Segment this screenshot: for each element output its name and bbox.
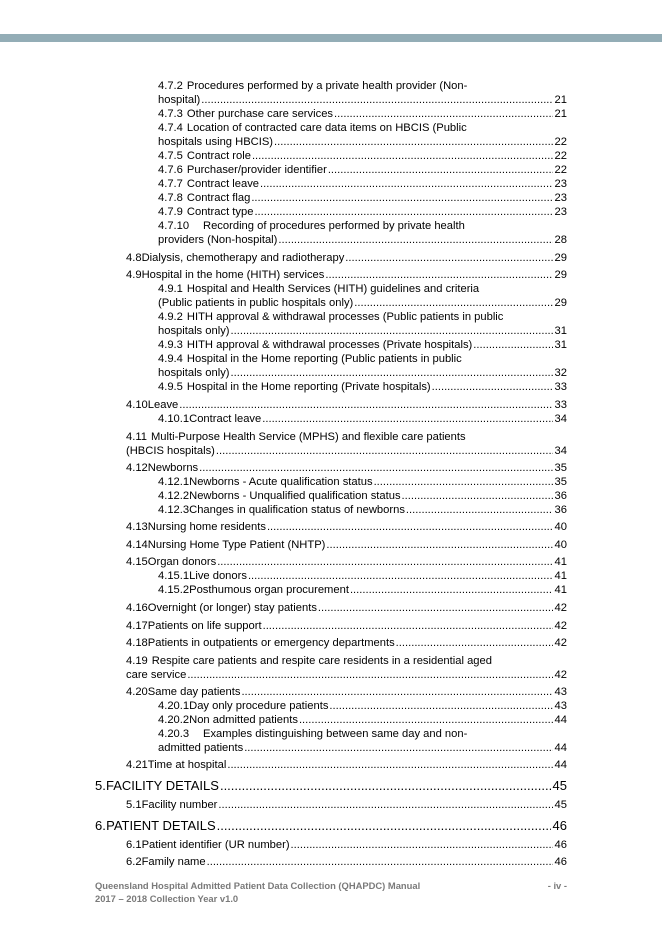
toc-dot-leader [326, 538, 552, 552]
toc-dot-leader [334, 107, 553, 121]
toc-entry [158, 489, 567, 503]
toc-entry-title: Examples distinguishing between same day and non- [203, 728, 468, 740]
toc-entry [95, 818, 567, 834]
toc-dot-leader [254, 205, 552, 219]
toc-dot-leader [318, 601, 553, 615]
toc-entry-continuation [126, 668, 567, 682]
toc-entry-title: Purchaser/provider identifier [186, 164, 327, 176]
toc-page-number: 44 [554, 759, 567, 771]
toc-entry-number: 4.7.7 [158, 178, 183, 190]
toc-entry-title: Contract leave [186, 178, 260, 190]
toc-page-number: 36 [554, 504, 567, 516]
toc-entry [158, 177, 567, 191]
toc-dot-leader [350, 583, 553, 597]
toc-entry-number: 4.17 [126, 620, 148, 632]
toc-entry [126, 461, 567, 475]
toc-entry [158, 107, 567, 121]
toc-entry-number: 4.7.10 [158, 220, 190, 232]
toc-page-number: 40 [554, 521, 567, 533]
toc-entry-title: Patients on life support [147, 620, 262, 632]
toc-dot-leader [207, 855, 553, 869]
toc-entry-continuation [158, 233, 567, 247]
toc-entry-number: 4.20.2 [158, 714, 190, 726]
toc-entry-number: 4.7.2 [158, 80, 183, 92]
toc-entry-number: 4.14 [126, 539, 148, 551]
toc-entry-number: 4.7.5 [158, 150, 183, 162]
toc-entry-number: 4.9.2 [158, 311, 183, 323]
toc-entry-number: 4.20.3 [158, 728, 190, 740]
toc-entry-heading [158, 282, 567, 296]
toc-entry-title-continued: (HBCIS hospitals) [126, 445, 215, 457]
toc-page-number: 21 [554, 94, 567, 106]
toc-page-number: 22 [554, 136, 567, 148]
toc-page-number: 32 [554, 367, 567, 379]
toc-dot-leader [473, 338, 552, 352]
toc-entry-title: Newborns - Acute qualification status [189, 476, 373, 488]
toc-entry-title: Contract type [186, 206, 254, 218]
toc-entry [158, 205, 567, 219]
toc-entry-number: 4.7.6 [158, 164, 183, 176]
toc-dot-leader [248, 569, 553, 583]
toc-entry-continuation [158, 324, 567, 338]
toc-dot-leader [216, 444, 553, 458]
toc-page-number: 42 [554, 620, 567, 632]
toc-dot-leader [406, 503, 553, 517]
page-footer [95, 879, 567, 905]
toc-dot-leader [354, 296, 552, 310]
toc-entry-title: Contract flag [186, 192, 251, 204]
toc-entry-title-continued: hospital) [158, 94, 201, 106]
toc-entry-title: Patient identifier (UR number) [141, 839, 290, 851]
toc-entry-number: 4.15.1 [158, 570, 190, 582]
toc-entry-number: 4.15.2 [158, 584, 190, 596]
toc-entry [158, 713, 567, 727]
header-accent-bar [0, 34, 662, 42]
toc-dot-leader [220, 778, 551, 794]
toc-entry-heading [158, 310, 567, 324]
toc-page-number: 23 [554, 178, 567, 190]
toc-page-number: 41 [554, 584, 567, 596]
toc-entry-number: 4.7.8 [158, 192, 183, 204]
toc-entry-number: 4.16 [126, 602, 148, 614]
toc-entry-title: Hospital in the Home reporting (Public patients in public [186, 353, 462, 365]
toc-dot-leader [328, 163, 553, 177]
toc-entry [158, 338, 567, 352]
toc-dot-leader [244, 741, 552, 755]
toc-entry-title: Hospital in the Home reporting (Private hospitals) [186, 381, 431, 393]
toc-dot-leader [432, 380, 553, 394]
toc-page-number: 36 [554, 490, 567, 502]
toc-entry-title: PATIENT DETAILS [106, 818, 216, 833]
toc-dot-leader [262, 412, 552, 426]
toc-page-number: 43 [554, 700, 567, 712]
toc-dot-leader [252, 149, 553, 163]
toc-entry [126, 251, 567, 265]
toc-dot-leader [274, 135, 553, 149]
toc-dot-leader [251, 191, 552, 205]
toc-page-number: 41 [554, 570, 567, 582]
toc-dot-leader [291, 838, 553, 852]
toc-entry-title: Location of contracted care data items on HBCIS (Public [186, 122, 467, 134]
toc-entry-title: Contract leave [189, 413, 262, 425]
toc-entry-heading [158, 727, 567, 741]
toc-entry-title: Dialysis, chemotherapy and radiotherapy [141, 252, 345, 264]
toc-entry-title: Newborns [147, 462, 199, 474]
toc-entry-title: Time at hospital [147, 759, 227, 771]
toc-entry-number: 5.1 [126, 799, 142, 811]
toc-entry [158, 503, 567, 517]
toc-entry-title-continued: admitted patients [158, 742, 244, 754]
toc-entry-continuation [158, 296, 567, 310]
toc-dot-leader [325, 268, 552, 282]
toc-page-number: 44 [554, 714, 567, 726]
toc-page-number: 29 [554, 297, 567, 309]
toc-entry-title: Posthumous organ procurement [189, 584, 349, 596]
toc-entry-heading [158, 121, 567, 135]
toc-entry [126, 601, 567, 615]
toc-dot-leader [402, 489, 553, 503]
toc-entry-heading [158, 352, 567, 366]
toc-entry-title: Live donors [189, 570, 247, 582]
toc-dot-leader [329, 699, 552, 713]
toc-entry-title-continued: (Public patients in public hospitals only) [158, 297, 354, 309]
toc-page-number: 31 [554, 325, 567, 337]
toc-entry-heading [126, 430, 567, 444]
toc-entry-title: Newborns - Unqualified qualification status [189, 490, 401, 502]
toc-entry-title: Day only procedure patients [189, 700, 329, 712]
toc-dot-leader [218, 798, 552, 812]
footer-page-number: - iv - [547, 880, 567, 891]
toc-entry-number: 4.19 [126, 655, 148, 667]
toc-entry-title: Changes in qualification status of newborns [189, 504, 405, 516]
toc-entry-title: Recording of procedures performed by private health [203, 220, 465, 232]
toc-entry-number: 4.12.1 [158, 476, 190, 488]
toc-page-number: 34 [554, 445, 567, 457]
toc-entry [158, 380, 567, 394]
toc-page-number: 22 [554, 150, 567, 162]
toc-entry-number: 4.12 [126, 462, 148, 474]
toc-page-number: 46 [554, 856, 567, 868]
toc-dot-leader [299, 713, 553, 727]
toc-page-number: 40 [554, 539, 567, 551]
toc-entry-title-continued: hospitals only) [158, 325, 230, 337]
toc-entry-title: Leave [147, 399, 179, 411]
toc-entry-title: HITH approval & withdrawal processes (Public patients in public [186, 311, 504, 323]
toc-entry-number: 4.9.5 [158, 381, 183, 393]
toc-entry [158, 699, 567, 713]
toc-dot-leader [201, 93, 552, 107]
footer-collection-year: 2017 – 2018 Collection Year v1.0 [95, 893, 239, 904]
toc-entry [158, 163, 567, 177]
toc-entry [126, 636, 567, 650]
toc-page-number: 23 [554, 192, 567, 204]
toc-entry-title-continued: providers (Non-hospital) [158, 234, 278, 246]
toc-page-number: 29 [554, 252, 567, 264]
toc-page-number: 29 [554, 269, 567, 281]
toc-entry-title: Overnight (or longer) stay patients [147, 602, 317, 614]
toc-page-number: 33 [554, 381, 567, 393]
toc-dot-leader [278, 233, 552, 247]
toc-entry-number: 4.9.1 [158, 283, 183, 295]
toc-page-number: 23 [554, 206, 567, 218]
toc-entry-number: 4.20 [126, 686, 148, 698]
toc-dot-leader [267, 520, 553, 534]
toc-entry-title: Facility number [141, 799, 218, 811]
toc-entry-heading [158, 219, 567, 233]
toc-entry [126, 268, 567, 282]
toc-entry-title: Procedures performed by a private health provider (Non- [186, 80, 468, 92]
toc-entry-number: 4.10.1 [158, 413, 190, 425]
toc-page-number: 45 [554, 799, 567, 811]
toc-entry-title: Other purchase care services [186, 108, 334, 120]
toc-entry [126, 538, 567, 552]
toc-entry-number: 4.9.4 [158, 353, 183, 365]
toc-page-number: 42 [554, 637, 567, 649]
toc-entry-title-continued: hospitals using HBCIS) [158, 136, 274, 148]
toc-dot-leader [231, 324, 553, 338]
toc-entry-title: Nursing home residents [147, 521, 266, 533]
toc-dot-leader [231, 366, 553, 380]
toc-page-number: 44 [554, 742, 567, 754]
toc-page-number: 41 [554, 556, 567, 568]
toc-entry-number: 4.21 [126, 759, 148, 771]
toc-entry-number: 4.9 [126, 269, 142, 281]
toc-entry [158, 583, 567, 597]
toc-entry [126, 398, 567, 412]
toc-page-number: 22 [554, 164, 567, 176]
toc-page-number: 21 [554, 108, 567, 120]
toc-entry-heading [158, 79, 567, 93]
toc-entry-number: 4.13 [126, 521, 148, 533]
toc-dot-leader [345, 251, 552, 265]
toc-entry-number: 4.8 [126, 252, 142, 264]
toc-entry-title: FACILITY DETAILS [106, 778, 219, 793]
toc-entry [158, 191, 567, 205]
toc-entry-number: 4.12.3 [158, 504, 190, 516]
toc-page-number: 28 [554, 234, 567, 246]
toc-entry [126, 758, 567, 772]
toc-entry-title: HITH approval & withdrawal processes (Private hospitals) [186, 339, 473, 351]
toc-page-number: 35 [554, 462, 567, 474]
toc-entry-title: Non admitted patients [189, 714, 298, 726]
toc-entry-title: Nursing Home Type Patient (NHTP) [147, 539, 326, 551]
toc-entry-number: 6. [95, 818, 106, 833]
toc-entry-continuation [158, 93, 567, 107]
toc-page-number: 46 [552, 818, 567, 833]
toc-entry-title: Contract role [186, 150, 251, 162]
toc-entry-title: Hospital in the home (HITH) services [141, 269, 325, 281]
toc-entry-title: Respite care patients and respite care residents in a residential aged [151, 655, 492, 667]
toc-entry-heading [126, 654, 567, 668]
toc-entry-number: 4.18 [126, 637, 148, 649]
toc-page-number: 45 [552, 778, 567, 793]
toc-page-number: 34 [554, 413, 567, 425]
toc-dot-leader [374, 475, 553, 489]
toc-dot-leader [217, 818, 551, 834]
toc-dot-leader [217, 555, 552, 569]
toc-entry-continuation [158, 741, 567, 755]
toc-entry [158, 569, 567, 583]
toc-page-number: 33 [554, 399, 567, 411]
toc-dot-leader [187, 668, 552, 682]
toc-page-number: 46 [554, 839, 567, 851]
toc-page-number: 31 [554, 339, 567, 351]
toc-entry-title: Family name [141, 856, 206, 868]
toc-dot-leader [396, 636, 553, 650]
toc-page-number: 42 [554, 669, 567, 681]
footer-manual-title: Queensland Hospital Admitted Patient Data Collection (QHAPDC) Manual [95, 880, 421, 891]
toc-entry-title: Hospital and Health Services (HITH) guidelines and criteria [186, 283, 480, 295]
toc-page-number: 42 [554, 602, 567, 614]
toc-entry [126, 619, 567, 633]
toc-entry [126, 685, 567, 699]
toc-dot-leader [260, 177, 553, 191]
toc-page-number: 35 [554, 476, 567, 488]
toc-entry [158, 149, 567, 163]
toc-entry [126, 798, 567, 812]
toc-entry-number: 4.10 [126, 399, 148, 411]
toc-entry-title-continued: care service [126, 669, 187, 681]
toc-dot-leader [241, 685, 552, 699]
toc-entry [158, 412, 567, 426]
toc-entry-continuation [158, 135, 567, 149]
toc-entry-title: Same day patients [147, 686, 241, 698]
toc-entry-number: 4.15 [126, 556, 148, 568]
toc-entry-title: Organ donors [147, 556, 217, 568]
toc-entry-title: Multi-Purpose Health Service (MPHS) and flexible care patients [150, 431, 466, 443]
toc-entry-number: 4.12.2 [158, 490, 190, 502]
toc-entry-number: 4.7.3 [158, 108, 183, 120]
toc-entry-title: Patients in outpatients or emergency departments [147, 637, 395, 649]
toc-dot-leader [179, 398, 552, 412]
toc-dot-leader [263, 619, 553, 633]
toc-entry-continuation [126, 444, 567, 458]
toc-dot-leader [199, 461, 552, 475]
toc-entry [126, 520, 567, 534]
toc-entry [126, 838, 567, 852]
toc-entry-number: 4.7.4 [158, 122, 183, 134]
toc-entry-number: 4.9.3 [158, 339, 183, 351]
toc-entry [95, 778, 567, 794]
toc-page-number: 43 [554, 686, 567, 698]
toc-entry [126, 855, 567, 869]
toc-entry [158, 475, 567, 489]
toc-entry [126, 555, 567, 569]
toc-entry-number: 4.20.1 [158, 700, 190, 712]
toc-entry-number: 4.7.9 [158, 206, 183, 218]
toc-entry-number: 5. [95, 778, 106, 793]
toc-entry-number: 6.2 [126, 856, 142, 868]
toc-entry-title-continued: hospitals only) [158, 367, 230, 379]
toc-dot-leader [227, 758, 552, 772]
toc-entry-number: 6.1 [126, 839, 142, 851]
toc-entry-continuation [158, 366, 567, 380]
toc-entry-number: 4.11 [126, 431, 147, 443]
